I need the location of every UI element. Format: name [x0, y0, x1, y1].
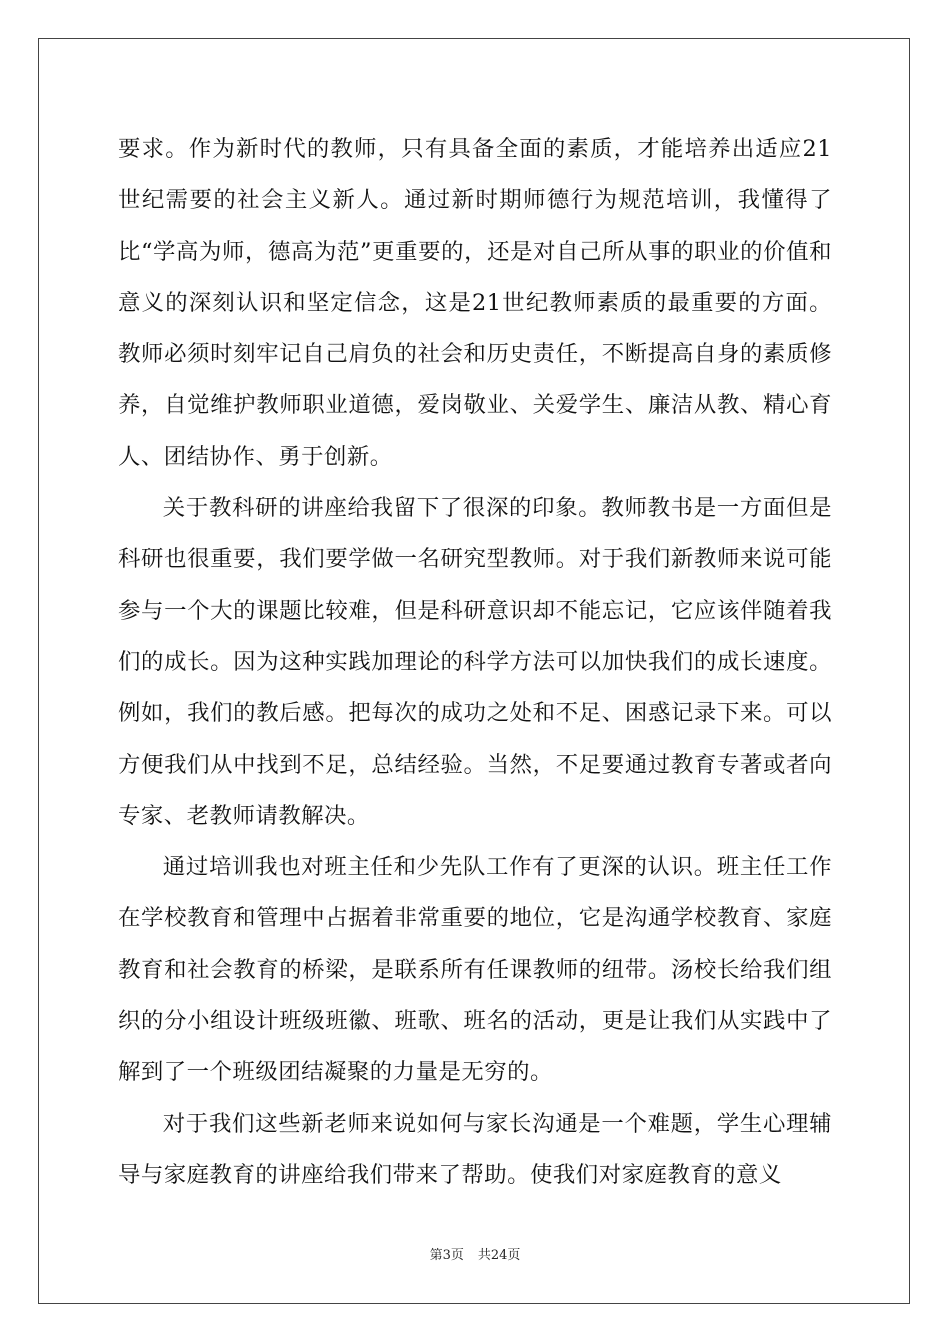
page-number: 第3页: [429, 1248, 464, 1263]
paragraph-1: 要求。作为新时代的教师，只有具备全面的素质，才能培养出适应21世纪需要的社会主义新人。通过新时期师德行为规范培训，我懂得了比“学高为师，德高为范”更重要的，还是对自己所从事的职业的价值和意义的深刻认识和坚定信念，这是21世纪教师素质的最重要的方面。教师必须时刻牢记自己肩负的社会和历史责任，不断提高自身的素质修养，自觉维护教师职业道德，爱岗敬业、关爱学生、廉洁从教、精心育人、团结协作、勇于创新。: [118, 136, 832, 470]
paragraph-2: 关于教科研的讲座给我留下了很深的印象。教师教书是一方面但是科研也很重要，我们要学做一名研究型教师。对于我们新教师来说可能参与一个大的课题比较难，但是科研意识却不能忘记，它应该伴随着我们的成长。因为这种实践加理论的科学方法可以加快我们的成长速度。例如，我们的教后感。把每次的成功之处和不足、困惑记录下来。可以方便我们从中找到不足，总结经验。当然，不足要通过教育专著或者向专家、老教师请教解决。: [118, 495, 832, 829]
page-total: 共24页: [477, 1248, 521, 1263]
paragraph-3: 通过培训我也对班主任和少先队工作有了更深的认识。班主任工作在学校教育和管理中占据着非常重要的地位，它是沟通学校教育、家庭教育和社会教育的桥梁，是联系所有任课教师的纽带。汤校长给我们组织的分小组设计班级班徽、班歌、班名的活动，更是让我们从实践中了解到了一个班级团结凝聚的力量是无穷的。: [118, 854, 832, 1086]
page-footer: [0, 1247, 950, 1265]
paragraph-4: 对于我们这些新老师来说如何与家长沟通是一个难题，学生心理辅导与家庭教育的讲座给我们带来了帮助。使我们对家庭教育的意义: [118, 1110, 832, 1188]
document-body: [118, 124, 832, 1201]
